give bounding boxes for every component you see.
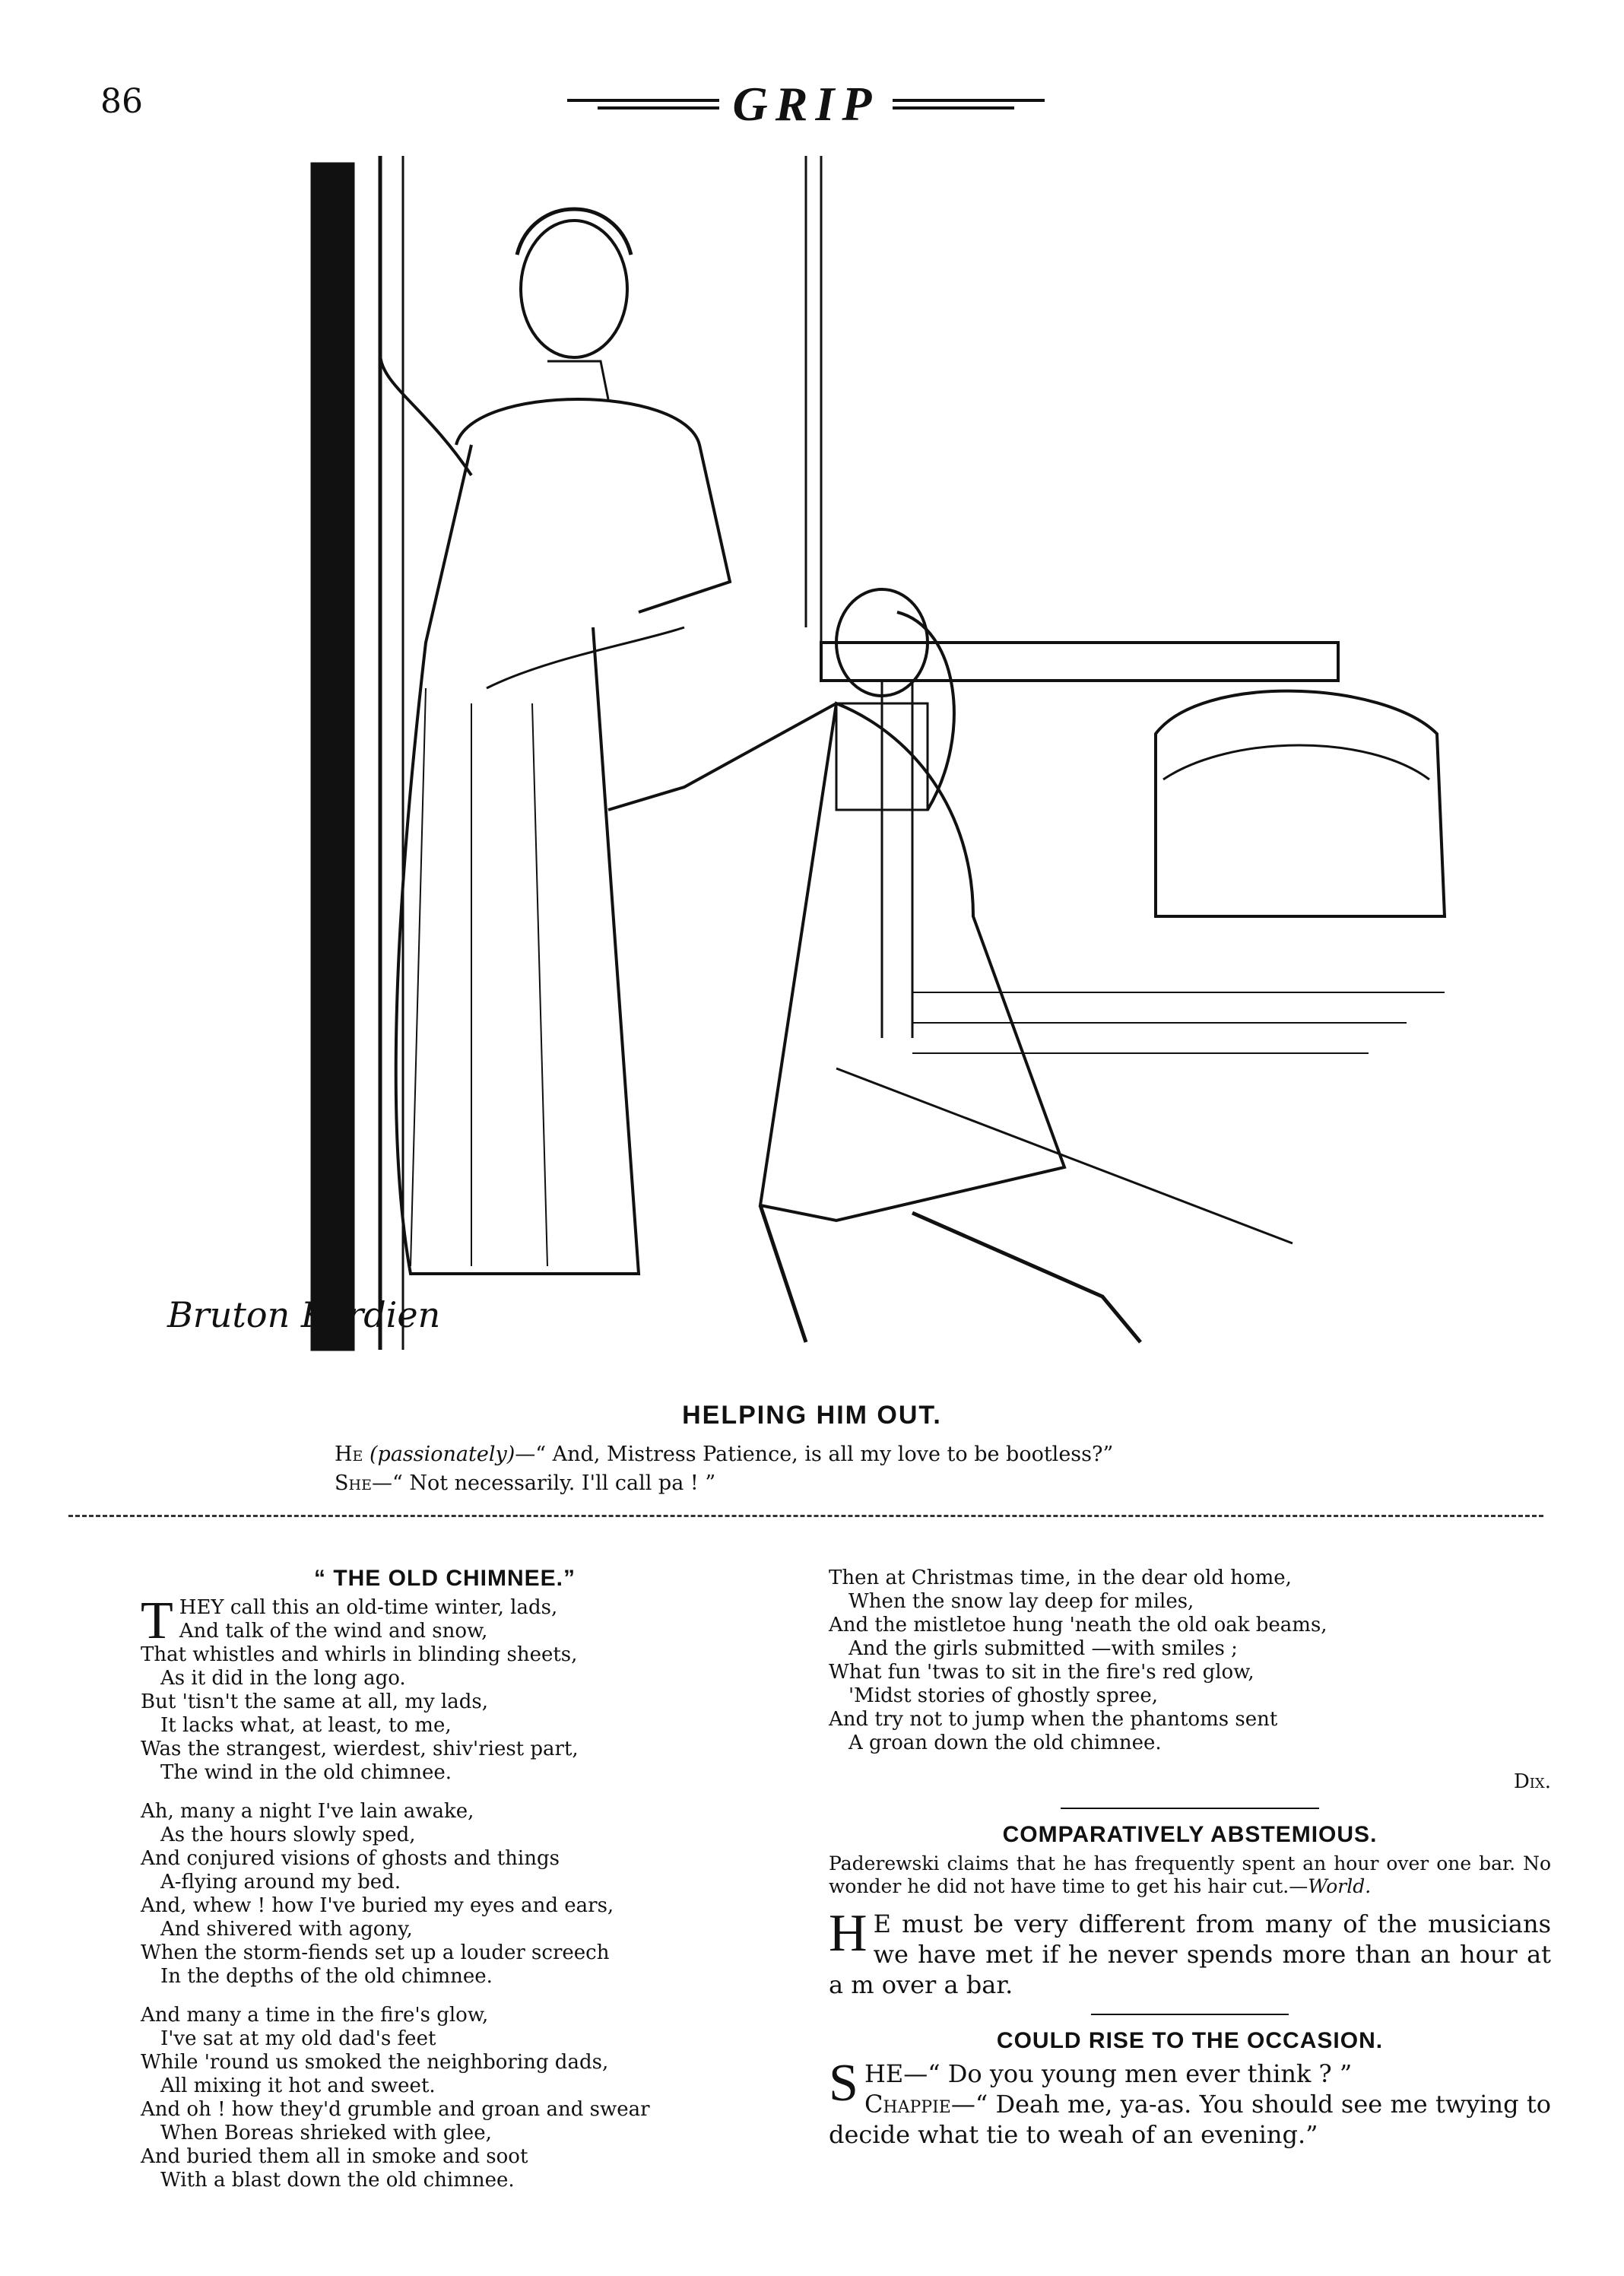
poem-stanza [141,1800,749,1989]
right-column [829,1567,1551,2150]
poem-line: As the hours slowly sped, [160,1824,416,1846]
poem-stanza [141,2004,749,2192]
sofa [1156,691,1445,916]
poem-line: 'Midst stories of ghostly spree, [848,1684,1159,1707]
abstemious-quote [829,1852,1551,1898]
mantel [821,643,1338,681]
poem-line: And talk of the wind and snow, [179,1620,488,1643]
she-text: —“ Not necessarily. I'll call pa ! ” [371,1471,716,1495]
quote-text: Paderewski claims that he has frequently spent an hour over one bar. No wonder he did not have time to get his hair cut.— [829,1852,1551,1897]
poem-line: Was the strangest, wierdest, shiv'riest part, [141,1738,579,1760]
occasion-body [829,2054,1551,2150]
poem-line: THEY call this an old-time winter, lads, [141,1592,558,1650]
occasion-title: COULD RISE TO THE OCCASION. [996,2028,1384,2053]
woman-figure [380,209,730,1274]
artist-signature: Bruton Kerdien [167,1294,441,1335]
poem-line: When the snow lay deep for miles, [848,1590,1194,1613]
poem-title: “ THE OLD CHIMNEE.” [313,1566,576,1591]
poem-line: When Boreas shrieked with glee, [160,2122,492,2144]
poem-stanza [829,1567,1551,1755]
poem-line: And shivered with agony, [160,1918,413,1941]
cartoon-dialogue [335,1440,1113,1498]
section-divider [68,1515,1543,1520]
poem-line: And oh ! how they'd grumble and groan and swear [141,2098,650,2121]
poem-line: A groan down the old chimnee. [848,1732,1162,1754]
stage-direction: (passionately) [370,1443,515,1466]
poem-line: That whistles and whirls in blinding sheets, [141,1643,578,1666]
abstemious-body-text: E must be very different from many of the musicians we have met if he never spends more than an hour at a m over a bar. [829,1909,1551,1999]
dialogue-line-he [335,1440,1113,1469]
poem-line: And conjured visions of ghosts and things [141,1847,560,1870]
poem-line: The wind in the old chimnee. [160,1761,452,1784]
chappie-speaker: Chappie [864,2090,951,2119]
drop-cap-s: S [829,2054,858,2113]
masthead [532,78,1080,131]
poem-line: While 'round us smoked the neighboring dads, [141,2051,609,2074]
rule-2 [1091,2014,1289,2015]
poem-line: I've sat at my old dad's feet [160,2027,436,2050]
poem-line: When the storm-fiends set up a louder screech [141,1941,610,1964]
poem-column [141,1567,749,2208]
poem-line: All mixing it hot and sweet. [160,2074,436,2097]
poem-line: As it did in the long ago. [160,1667,406,1690]
poem-line: But 'tisn't the same at all, my lads, [141,1690,488,1713]
he-text: —“ And, Mistress Patience, is all my love to be bootless?” [515,1443,1114,1466]
cartoon-illustration [152,156,1490,1373]
drop-cap-h: H [829,1904,868,1963]
door-shadow [312,163,354,1350]
dialogue-line-she [335,1469,1113,1498]
poem-drop-cap: T [141,1592,173,1650]
poem-line: And the girls submitted —with smiles ; [848,1637,1238,1660]
poem-line: And, whew ! how I've buried my eyes and ears, [141,1894,614,1917]
abstemious-body [829,1904,1551,2000]
speaker-he: He [335,1443,363,1466]
poem-line: And the mistletoe hung 'neath the old oak beams, [829,1614,1327,1636]
masthead-title: GRIP [732,77,880,131]
poem-body [141,1592,749,2192]
she-line: HE—“ Do you young men ever think ? ” [864,2059,1353,2088]
speaker-she: She [335,1471,372,1495]
masthead-rule-left [567,99,719,110]
poem-line: And many a time in the fire's glow, [141,2004,489,2027]
poem-line: And try not to jump when the phantoms sent [829,1708,1278,1731]
masthead-rule-right [893,99,1045,110]
rule-1 [1061,1808,1319,1809]
poem-line: What fun 'twas to sit in the fire's red glow, [829,1661,1254,1684]
poem-continuation [829,1567,1551,1755]
poem-stanza [141,1592,749,1785]
man-figure [608,589,1293,1342]
poem-line: With a blast down the old chimnee. [160,2169,515,2192]
poem-line: It lacks what, at least, to me, [160,1714,452,1737]
poem-line: Then at Christmas time, in the dear old home, [829,1567,1292,1589]
poem-line: In the depths of the old chimnee. [160,1965,493,1988]
abstemious-title: COMPARATIVELY ABSTEMIOUS. [1002,1822,1378,1847]
poem-line: Ah, many a night I've lain awake, [141,1800,474,1823]
quote-source: World. [1308,1875,1372,1897]
cartoon-caption-title: HELPING HIM OUT. [682,1401,942,1430]
poem-line: And buried them all in smoke and soot [141,2145,528,2168]
poem-signature: Dix. [1513,1770,1551,1793]
poem-line: A-flying around my bed. [160,1871,401,1893]
chappie-line: —“ Deah me, ya-as. You should see me twying to decide what tie to weah of an evening.” [829,2090,1551,2149]
page-number: 86 [100,82,143,121]
